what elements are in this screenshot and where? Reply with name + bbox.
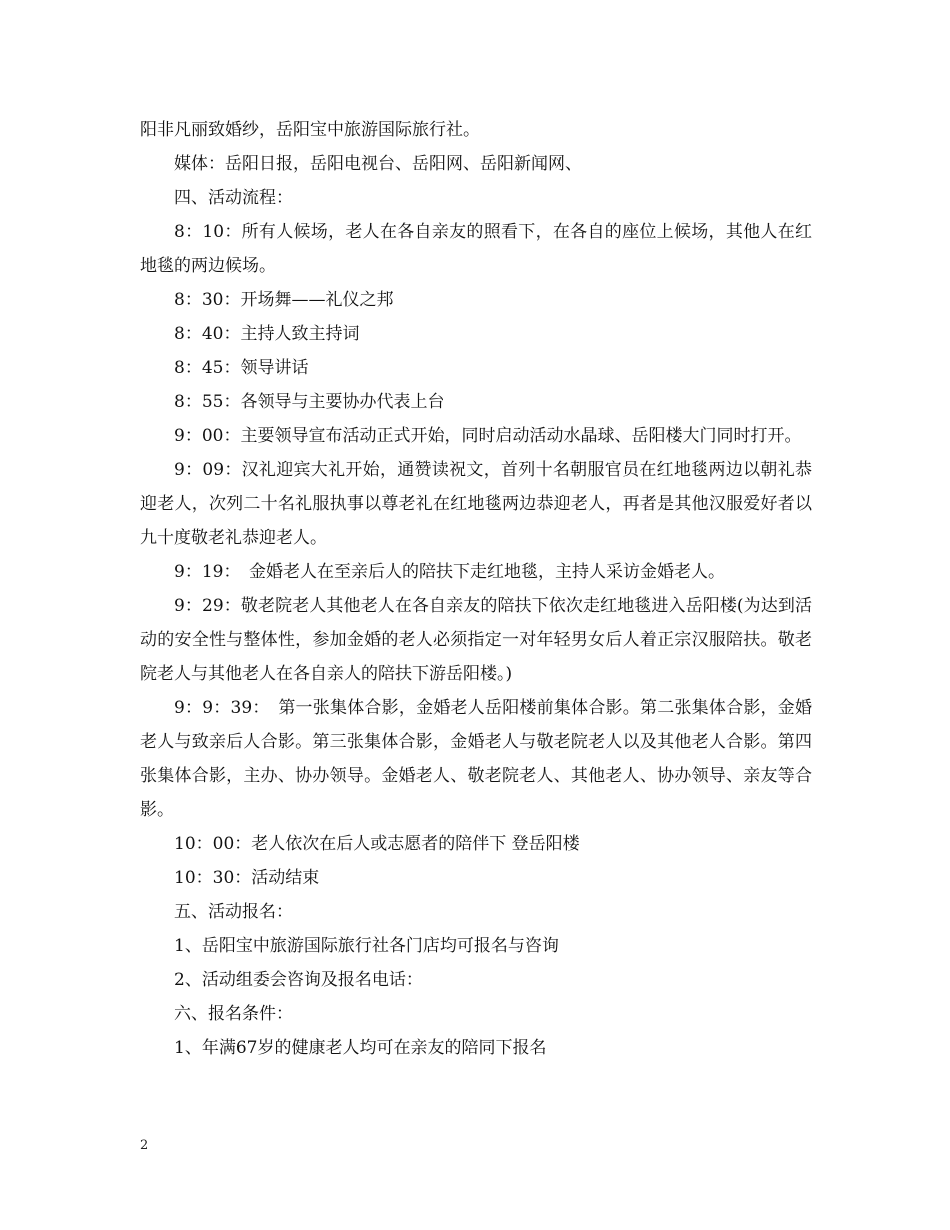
schedule-item: 8：30：开场舞——礼仪之邦 [174,290,394,310]
list-item: 1、年满67岁的健康老人均可在亲友的陪同下报名 [174,1038,547,1058]
schedule-item: 8：45：领导讲话 [174,358,309,378]
list-item: 1、岳阳宝中旅游国际旅行社各门店均可报名与咨询 [174,936,559,956]
section-heading: 四、活动流程： [174,188,293,208]
schedule-item: 10：30：活动结束 [174,868,320,888]
section-heading: 六、报名条件： [174,1004,293,1024]
paragraph: 阳非凡丽致婚纱，岳阳宝中旅游国际旅行社。 [140,120,480,140]
schedule-item: 8：40：主持人致主持词 [174,324,360,344]
schedule-item: 8：10：所有人候场，老人在各自亲友的照看下，在各自的座位上候场，其他人在红地毯的两边候场。 [140,222,812,276]
schedule-item: 9：19： 金婚老人在至亲后人的陪扶下走红地毯，主持人采访金婚老人。 [174,562,725,582]
schedule-item: 9：29：敬老院老人其他老人在各自亲友的陪扶下依次走红地毯进入岳阳楼(为达到活动的安全性与整体性，参加金婚的老人必须指定一对年轻男女后人着正宗汉服陪扶。敬老院老人与其他老人在各自亲人的陪扶下游岳阳楼。) [140,596,812,684]
schedule-item: 9：9：39： 第一张集体合影，金婚老人岳阳楼前集体合影。第二张集体合影，金婚老人与致亲后人合影。第三张集体合影，金婚老人与敬老院老人以及其他老人合影。第四张集体合影，主办、协办领导。金婚老人、敬老院老人、其他老人、协办领导、亲友等合影。 [140,698,812,820]
schedule-item: 10：00：老人依次在后人或志愿者的陪伴下 登岳阳楼 [174,834,580,854]
schedule-item: 9：00：主要领导宣布活动正式开始，同时启动活动水晶球、岳阳楼大门同时打开。 [174,426,802,446]
document-body [140,113,812,1065]
schedule-item: 9：09：汉礼迎宾大礼开始，通赞读祝文，首列十名朝服官员在红地毯两边以朝礼恭迎老人，次列二十名礼服执事以尊老礼在红地毯两边恭迎老人，再者是其他汉服爱好者以九十度敬老礼恭迎老人。 [140,460,812,548]
schedule-item: 8：55：各领导与主要协办代表上台 [174,392,445,412]
list-item: 2、活动组委会咨询及报名电话： [174,970,423,990]
section-heading: 五、活动报名： [174,902,293,922]
paragraph: 媒体：岳阳日报，岳阳电视台、岳阳网、岳阳新闻网、 [174,154,582,174]
page-number: 2 [140,1138,149,1153]
